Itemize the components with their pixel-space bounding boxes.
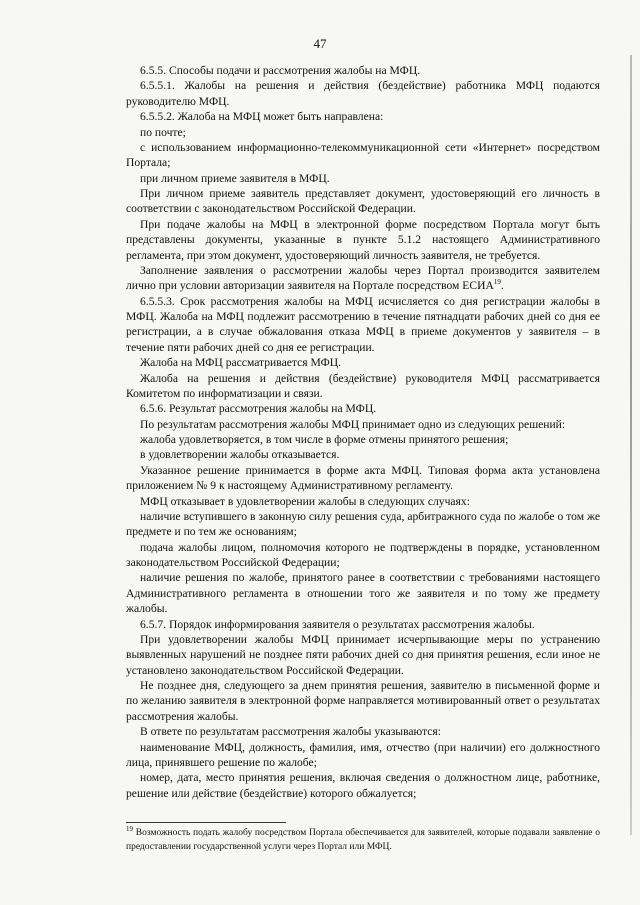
paragraph-text: 6.5.6. Результат рассмотрения жалобы на МФЦ. [140, 402, 377, 416]
paragraph-text: в удовлетворении жалобы отказывается. [140, 448, 340, 462]
paragraph-text: наличие вступившего в законную силу решения суда, арбитражного суда по жалобе о том же предмете и по тем же основаниям; [126, 509, 600, 539]
paragraph [126, 494, 600, 509]
paragraph-text: 6.5.5.3. Срок рассмотрения жалобы на МФЦ исчисляется со дня регистрации жалобы в МФЦ. Жалоба на МФЦ подлежит рассмотрению в течение пятнадцати рабочих дней со дня ее регистрации, а в случае обжалования отказа МФЦ в приеме документов у заявителя – в течение пяти рабочих дней со дня ее регистрации. [126, 294, 600, 354]
paragraph [126, 463, 600, 494]
footnote [126, 824, 600, 854]
paragraph [126, 617, 600, 632]
paragraph-text: При удовлетворении жалобы МФЦ принимает исчерпывающие меры по устранению выявленных нарушений не позднее пяти рабочих дней со дня принятия решения, если иное не установлено законодательством Российской Федерации. [126, 632, 600, 677]
paragraph-tail: . [500, 279, 504, 293]
page-edge-shadow [630, 55, 632, 835]
paragraph-text: При подаче жалобы на МФЦ в электронной форме посредством Портала могут быть представлены документы, указанные в пункте 5.1.2 настоящего Административного регламента, при этом документ, удостоверяющий личность заявителя, не требуется. [126, 217, 600, 262]
paragraph [126, 570, 600, 616]
paragraph [126, 724, 600, 739]
paragraph [126, 217, 600, 263]
paragraph-text: 6.5.5.2. Жалоба на МФЦ может быть направлена: [140, 110, 384, 124]
paragraph-text: при личном приеме заявителя в МФЦ. [140, 171, 330, 185]
paragraph [126, 678, 600, 724]
paragraph [126, 63, 600, 78]
paragraph [126, 401, 600, 416]
paragraph [126, 509, 600, 540]
paragraph-text: с использованием информационно-телекоммуникационной сети «Интернет» посредством Портала; [126, 140, 600, 170]
paragraph-text: В ответе по результатам рассмотрения жалобы указываются: [140, 725, 441, 739]
paragraph-text: жалоба удовлетворяется, в том числе в форме отмены принятого решения; [140, 433, 509, 446]
paragraph [126, 140, 600, 171]
paragraph-text: подача жалобы лицом, полномочия которого не подтверждены в порядке, установленном законодательством Российской Федерации; [126, 540, 600, 569]
paragraph-text: наличие решения по жалобе, принятого ранее в соответствии с требованиями настоящего Административного регламента в отношении того же заявителя и по тому же предмету жалобы. [126, 571, 600, 616]
paragraph [126, 186, 600, 217]
paragraph [126, 109, 600, 124]
paragraph-text: 6.5.5. Способы подачи и рассмотрения жалобы на МФЦ. [140, 64, 421, 77]
paragraph-text: Жалоба на решения и действия (бездействие) руководителя МФЦ рассматривается Комитетом по информатизации и связи. [126, 371, 600, 400]
paragraph [126, 355, 600, 370]
paragraph [126, 447, 600, 462]
paragraph [126, 294, 600, 356]
paragraph [126, 417, 600, 432]
document-body [126, 63, 600, 801]
paragraph-text: по почте; [140, 125, 186, 139]
paragraph [126, 740, 600, 771]
page-number: 47 [313, 36, 327, 51]
paragraph-text: 6.5.5.1. Жалобы на решения и действия (бездействие) работника МФЦ подаются руководителю МФЦ. [126, 79, 600, 108]
paragraph [126, 263, 600, 294]
paragraph [126, 432, 600, 447]
footnote-reference: 19 [493, 278, 501, 287]
footnote-divider [126, 822, 286, 823]
paragraph [126, 540, 600, 571]
paragraph-text: наименование МФЦ, должность, фамилия, имя, отчество (при наличии) его должностного лица, принявшего решение по жалобе; [126, 740, 600, 769]
paragraph [126, 632, 600, 678]
paragraph-text: Заполнение заявления о рассмотрении жалобы через Портал производится заявителем лично при условии авторизации заявителя на Портале посредством ЕСИА [126, 263, 600, 293]
paragraph-text: 6.5.7. Порядок информирования заявителя о результатах рассмотрения жалобы. [140, 617, 535, 631]
paragraph-text: Указанное решение принимается в форме акта МФЦ. Типовая форма акта установлена приложением № 9 к настоящему Административному регламенту. [126, 463, 600, 493]
paragraph-text: номер, дата, место принятия решения, включая сведения о должностном лице, работнике, решение или действие (бездействие) которого обжалуется; [126, 771, 600, 800]
paragraph [126, 770, 600, 801]
paragraph-text: По результатам рассмотрения жалобы МФЦ принимает одно из следующих решений: [140, 417, 566, 431]
paragraph [126, 371, 600, 402]
paragraph [126, 171, 600, 186]
paragraph [126, 125, 600, 140]
paragraph-text: МФЦ отказывает в удовлетворении жалобы в следующих случаях: [140, 494, 470, 508]
footnote-text: Возможность подать жалобу посредством Портала обеспечивается для заявителей, которые подавали заявление о предоставлении государственной услуги через Портал или МФЦ. [126, 828, 600, 852]
footnote-marker: 19 [126, 824, 133, 833]
paragraph [126, 78, 600, 109]
paragraph-text: При личном приеме заявитель представляет документ, удостоверяющий его личность в соответствии с законодательством Российской Федерации. [126, 187, 600, 216]
paragraph-text: Жалоба на МФЦ рассматривается МФЦ. [140, 356, 342, 370]
paragraph-text: Не позднее дня, следующего за днем принятия решения, заявителю в письменной форме и по желанию заявителя в электронной форме направляется мотивированный ответ о результатах рассмотрения жалобы. [126, 679, 600, 723]
